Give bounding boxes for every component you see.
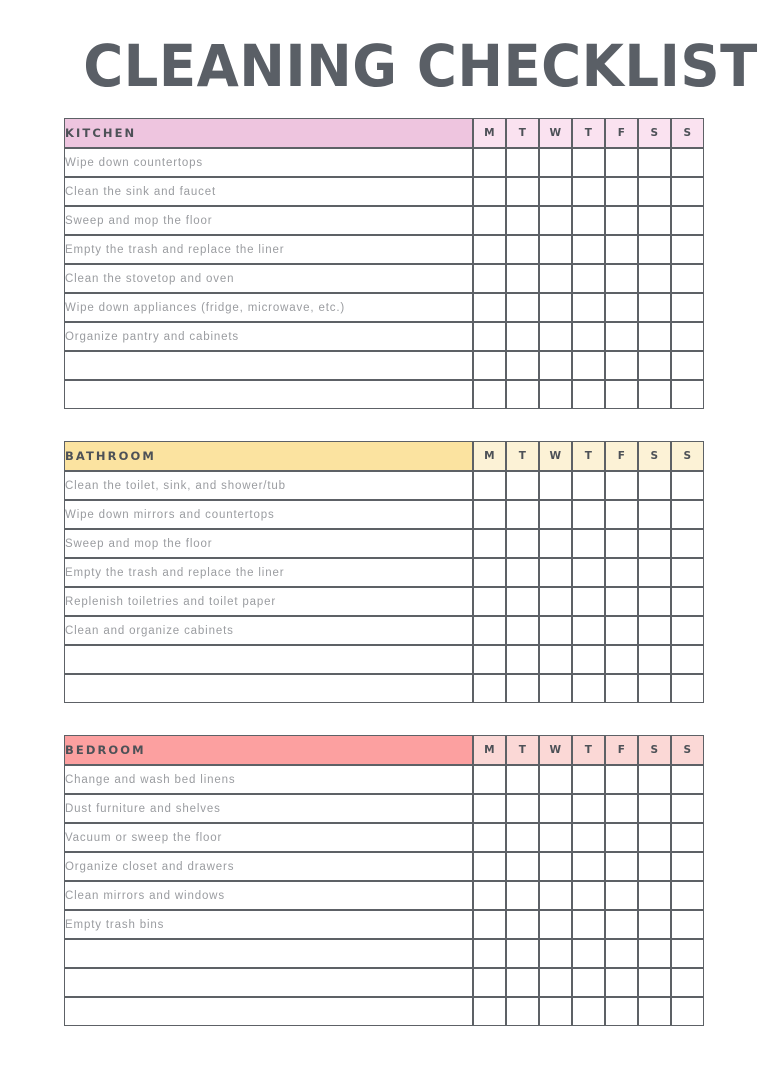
checkbox-cell-2[interactable] [539,264,572,293]
day-header-4: F [605,735,638,765]
task-row [64,939,704,968]
checkbox-cell-0[interactable] [473,558,506,587]
checkbox-cell-4[interactable] [605,587,638,616]
task-label[interactable]: Dust furniture and shelves [64,794,473,823]
checkbox-cell-4[interactable] [605,968,638,997]
checkbox-cell-3[interactable] [572,881,605,910]
checkbox-cell-5[interactable] [638,322,671,351]
checkbox-cell-3[interactable] [572,500,605,529]
task-row [64,206,704,235]
task-blank-input[interactable] [64,674,473,703]
checkbox-cell-0[interactable] [473,529,506,558]
checkbox-cell-3[interactable] [572,645,605,674]
checkbox-cell-4[interactable] [605,852,638,881]
task-blank-input[interactable] [64,968,473,997]
day-header-4: F [605,441,638,471]
checkbox-cell-1[interactable] [506,148,539,177]
checkbox-cell-1[interactable] [506,206,539,235]
day-header-1: T [506,441,539,471]
checkbox-cell-1[interactable] [506,235,539,264]
checkbox-cell-4[interactable] [605,235,638,264]
checkbox-cell-5[interactable] [638,968,671,997]
checkbox-cell-6[interactable] [671,558,704,587]
task-blank-input[interactable] [64,939,473,968]
checkbox-cell-5[interactable] [638,910,671,939]
day-header-4: F [605,118,638,148]
task-label[interactable]: Wipe down countertops [64,148,473,177]
checkbox-cell-4[interactable] [605,380,638,409]
checkbox-cell-2[interactable] [539,616,572,645]
task-row [64,794,704,823]
task-blank-input[interactable] [64,351,473,380]
checkbox-cell-0[interactable] [473,235,506,264]
task-row [64,968,704,997]
checkbox-cell-5[interactable] [638,823,671,852]
checkbox-cell-2[interactable] [539,881,572,910]
day-header-1: T [506,118,539,148]
checkbox-cell-6[interactable] [671,881,704,910]
checkbox-cell-0[interactable] [473,351,506,380]
day-header-5: S [638,441,671,471]
checkbox-cell-4[interactable] [605,206,638,235]
checkbox-cell-4[interactable] [605,765,638,794]
task-row [64,148,704,177]
checkbox-cell-3[interactable] [572,968,605,997]
section-bedroom [64,735,704,1026]
checkbox-cell-0[interactable] [473,881,506,910]
checkbox-cell-1[interactable] [506,674,539,703]
day-header-1: T [506,735,539,765]
checkbox-cell-6[interactable] [671,500,704,529]
checkbox-cell-1[interactable] [506,823,539,852]
checkbox-cell-2[interactable] [539,235,572,264]
task-blank-input[interactable] [64,380,473,409]
checkbox-cell-5[interactable] [638,794,671,823]
checkbox-cell-3[interactable] [572,177,605,206]
checkbox-cell-5[interactable] [638,881,671,910]
checkbox-cell-5[interactable] [638,765,671,794]
checkbox-cell-1[interactable] [506,881,539,910]
checkbox-cell-0[interactable] [473,910,506,939]
task-label[interactable]: Organize pantry and cabinets [64,322,473,351]
task-row [64,587,704,616]
task-blank-input[interactable] [64,997,473,1026]
checkbox-cell-1[interactable] [506,471,539,500]
task-label[interactable]: Clean the toilet, sink, and shower/tub [64,471,473,500]
checkbox-cell-1[interactable] [506,645,539,674]
task-row [64,471,704,500]
task-label[interactable]: Empty trash bins [64,910,473,939]
task-label[interactable]: Replenish toiletries and toilet paper [64,587,473,616]
checkbox-cell-5[interactable] [638,293,671,322]
checkbox-cell-4[interactable] [605,939,638,968]
task-row [64,558,704,587]
checkbox-cell-0[interactable] [473,380,506,409]
task-row [64,881,704,910]
checkbox-cell-5[interactable] [638,471,671,500]
checkbox-cell-0[interactable] [473,616,506,645]
checkbox-cell-1[interactable] [506,765,539,794]
checkbox-cell-1[interactable] [506,997,539,1026]
task-row [64,765,704,794]
checkbox-cell-3[interactable] [572,674,605,703]
checkbox-cell-2[interactable] [539,293,572,322]
checkbox-cell-5[interactable] [638,852,671,881]
task-row [64,322,704,351]
checkbox-cell-4[interactable] [605,471,638,500]
task-label[interactable]: Clean mirrors and windows [64,881,473,910]
checkbox-cell-1[interactable] [506,322,539,351]
checkbox-cell-0[interactable] [473,206,506,235]
checkbox-cell-3[interactable] [572,823,605,852]
checkbox-cell-5[interactable] [638,177,671,206]
checkbox-cell-2[interactable] [539,674,572,703]
checkbox-cell-0[interactable] [473,148,506,177]
checkbox-cell-1[interactable] [506,500,539,529]
checkbox-cell-3[interactable] [572,794,605,823]
checkbox-cell-6[interactable] [671,794,704,823]
checkbox-cell-5[interactable] [638,148,671,177]
day-header-3: T [572,735,605,765]
checkbox-cell-2[interactable] [539,645,572,674]
checkbox-cell-3[interactable] [572,148,605,177]
checkbox-cell-0[interactable] [473,177,506,206]
checkbox-cell-2[interactable] [539,177,572,206]
task-row [64,293,704,322]
checkbox-cell-5[interactable] [638,674,671,703]
checkbox-cell-4[interactable] [605,558,638,587]
checkbox-cell-0[interactable] [473,293,506,322]
checkbox-cell-4[interactable] [605,881,638,910]
task-row [64,852,704,881]
checkbox-cell-2[interactable] [539,910,572,939]
checkbox-cell-0[interactable] [473,322,506,351]
task-label[interactable]: Organize closet and drawers [64,852,473,881]
checkbox-cell-2[interactable] [539,351,572,380]
checkbox-cell-3[interactable] [572,529,605,558]
checkbox-cell-2[interactable] [539,322,572,351]
checkbox-cell-4[interactable] [605,823,638,852]
checkbox-cell-3[interactable] [572,587,605,616]
checkbox-cell-6[interactable] [671,380,704,409]
checkbox-cell-3[interactable] [572,616,605,645]
checkbox-cell-0[interactable] [473,264,506,293]
checkbox-cell-1[interactable] [506,293,539,322]
checkbox-cell-4[interactable] [605,500,638,529]
checkbox-cell-2[interactable] [539,380,572,409]
checkbox-cell-4[interactable] [605,674,638,703]
checkbox-cell-3[interactable] [572,997,605,1026]
task-label[interactable]: Empty the trash and replace the liner [64,235,473,264]
page-title: CLEANING CHECKLIST [83,32,758,100]
checkbox-cell-4[interactable] [605,351,638,380]
checkbox-cell-0[interactable] [473,471,506,500]
task-label[interactable]: Empty the trash and replace the liner [64,558,473,587]
checkbox-cell-3[interactable] [572,264,605,293]
day-header-6: S [671,441,704,471]
checkbox-cell-2[interactable] [539,852,572,881]
checkbox-cell-1[interactable] [506,351,539,380]
checklist-table-kitchen [64,118,704,409]
day-header-2: W [539,441,572,471]
checkbox-cell-1[interactable] [506,616,539,645]
day-header-3: T [572,441,605,471]
checkbox-cell-2[interactable] [539,997,572,1026]
task-label[interactable]: Clean the sink and faucet [64,177,473,206]
section-title-bedroom: BEDROOM [64,735,473,765]
checkbox-cell-2[interactable] [539,823,572,852]
task-row [64,500,704,529]
section-kitchen [64,118,704,409]
checkbox-cell-4[interactable] [605,997,638,1026]
day-header-5: S [638,735,671,765]
checkbox-cell-2[interactable] [539,765,572,794]
task-label[interactable]: Wipe down mirrors and countertops [64,500,473,529]
checkbox-cell-0[interactable] [473,968,506,997]
task-label[interactable]: Sweep and mop the floor [64,206,473,235]
checkbox-cell-1[interactable] [506,264,539,293]
checkbox-cell-4[interactable] [605,293,638,322]
checkbox-cell-3[interactable] [572,910,605,939]
checkbox-cell-4[interactable] [605,148,638,177]
checkbox-cell-5[interactable] [638,206,671,235]
checkbox-cell-6[interactable] [671,765,704,794]
checkbox-cell-4[interactable] [605,645,638,674]
checkbox-cell-2[interactable] [539,206,572,235]
day-header-2: W [539,118,572,148]
sections-container [64,118,704,1026]
task-row [64,674,704,703]
checkbox-cell-0[interactable] [473,997,506,1026]
checkbox-cell-6[interactable] [671,148,704,177]
task-row [64,616,704,645]
section-title-bathroom: BATHROOM [64,441,473,471]
checkbox-cell-6[interactable] [671,997,704,1026]
task-row [64,177,704,206]
section-header-row [64,735,704,765]
checkbox-cell-6[interactable] [671,852,704,881]
task-row [64,235,704,264]
checkbox-cell-6[interactable] [671,177,704,206]
checkbox-cell-6[interactable] [671,529,704,558]
checkbox-cell-4[interactable] [605,322,638,351]
checkbox-cell-2[interactable] [539,529,572,558]
checkbox-cell-5[interactable] [638,616,671,645]
day-header-6: S [671,118,704,148]
checkbox-cell-1[interactable] [506,794,539,823]
checkbox-cell-5[interactable] [638,351,671,380]
task-row [64,645,704,674]
checkbox-cell-0[interactable] [473,500,506,529]
task-label[interactable]: Clean the stovetop and oven [64,264,473,293]
checkbox-cell-0[interactable] [473,674,506,703]
task-label[interactable]: Sweep and mop the floor [64,529,473,558]
checkbox-cell-1[interactable] [506,177,539,206]
checkbox-cell-5[interactable] [638,380,671,409]
checkbox-cell-3[interactable] [572,380,605,409]
checkbox-cell-5[interactable] [638,939,671,968]
checkbox-cell-3[interactable] [572,235,605,264]
day-header-0: M [473,118,506,148]
checkbox-cell-1[interactable] [506,968,539,997]
section-bathroom [64,441,704,703]
checkbox-cell-5[interactable] [638,529,671,558]
checkbox-cell-4[interactable] [605,910,638,939]
task-row [64,997,704,1026]
checkbox-cell-6[interactable] [671,968,704,997]
task-label[interactable]: Vacuum or sweep the floor [64,823,473,852]
checkbox-cell-6[interactable] [671,351,704,380]
checkbox-cell-2[interactable] [539,148,572,177]
task-label[interactable]: Wipe down appliances (fridge, microwave, etc.) [64,293,473,322]
task-row [64,823,704,852]
checkbox-cell-6[interactable] [671,645,704,674]
checkbox-cell-0[interactable] [473,765,506,794]
section-header-row [64,118,704,148]
checkbox-cell-2[interactable] [539,794,572,823]
checkbox-cell-1[interactable] [506,529,539,558]
checkbox-cell-6[interactable] [671,823,704,852]
checkbox-cell-3[interactable] [572,939,605,968]
day-header-3: T [572,118,605,148]
day-header-0: M [473,441,506,471]
day-header-0: M [473,735,506,765]
checkbox-cell-3[interactable] [572,852,605,881]
checkbox-cell-6[interactable] [671,910,704,939]
section-title-kitchen: KITCHEN [64,118,473,148]
checkbox-cell-2[interactable] [539,587,572,616]
checkbox-cell-2[interactable] [539,939,572,968]
checkbox-cell-4[interactable] [605,794,638,823]
task-row [64,529,704,558]
checkbox-cell-2[interactable] [539,968,572,997]
checkbox-cell-1[interactable] [506,852,539,881]
day-header-6: S [671,735,704,765]
checkbox-cell-3[interactable] [572,322,605,351]
checklist-table-bathroom [64,441,704,703]
checkbox-cell-5[interactable] [638,500,671,529]
checkbox-cell-6[interactable] [671,293,704,322]
task-row [64,264,704,293]
task-blank-input[interactable] [64,645,473,674]
checkbox-cell-3[interactable] [572,765,605,794]
checkbox-cell-2[interactable] [539,471,572,500]
checkbox-cell-4[interactable] [605,529,638,558]
checkbox-cell-5[interactable] [638,645,671,674]
checkbox-cell-5[interactable] [638,558,671,587]
task-label[interactable]: Change and wash bed linens [64,765,473,794]
checkbox-cell-1[interactable] [506,939,539,968]
checkbox-cell-4[interactable] [605,264,638,293]
checkbox-cell-5[interactable] [638,997,671,1026]
checkbox-cell-0[interactable] [473,645,506,674]
checkbox-cell-1[interactable] [506,587,539,616]
checkbox-cell-6[interactable] [671,471,704,500]
checkbox-cell-2[interactable] [539,558,572,587]
task-row [64,380,704,409]
checkbox-cell-6[interactable] [671,206,704,235]
checkbox-cell-3[interactable] [572,558,605,587]
day-header-5: S [638,118,671,148]
checkbox-cell-2[interactable] [539,500,572,529]
checklist-table-bedroom [64,735,704,1026]
day-header-2: W [539,735,572,765]
checkbox-cell-6[interactable] [671,264,704,293]
task-row [64,351,704,380]
checkbox-cell-3[interactable] [572,471,605,500]
checkbox-cell-4[interactable] [605,177,638,206]
checkbox-cell-3[interactable] [572,206,605,235]
checkbox-cell-0[interactable] [473,794,506,823]
checkbox-cell-3[interactable] [572,351,605,380]
checkbox-cell-0[interactable] [473,852,506,881]
task-row [64,910,704,939]
checkbox-cell-4[interactable] [605,616,638,645]
checkbox-cell-6[interactable] [671,587,704,616]
checkbox-cell-0[interactable] [473,587,506,616]
checkbox-cell-0[interactable] [473,939,506,968]
checkbox-cell-6[interactable] [671,616,704,645]
checkbox-cell-5[interactable] [638,264,671,293]
checkbox-cell-6[interactable] [671,939,704,968]
checkbox-cell-6[interactable] [671,235,704,264]
checkbox-cell-6[interactable] [671,322,704,351]
checkbox-cell-1[interactable] [506,380,539,409]
checkbox-cell-1[interactable] [506,910,539,939]
checkbox-cell-3[interactable] [572,293,605,322]
section-header-row [64,441,704,471]
checkbox-cell-5[interactable] [638,235,671,264]
checkbox-cell-1[interactable] [506,558,539,587]
task-label[interactable]: Clean and organize cabinets [64,616,473,645]
checkbox-cell-5[interactable] [638,587,671,616]
checkbox-cell-0[interactable] [473,823,506,852]
checkbox-cell-6[interactable] [671,674,704,703]
